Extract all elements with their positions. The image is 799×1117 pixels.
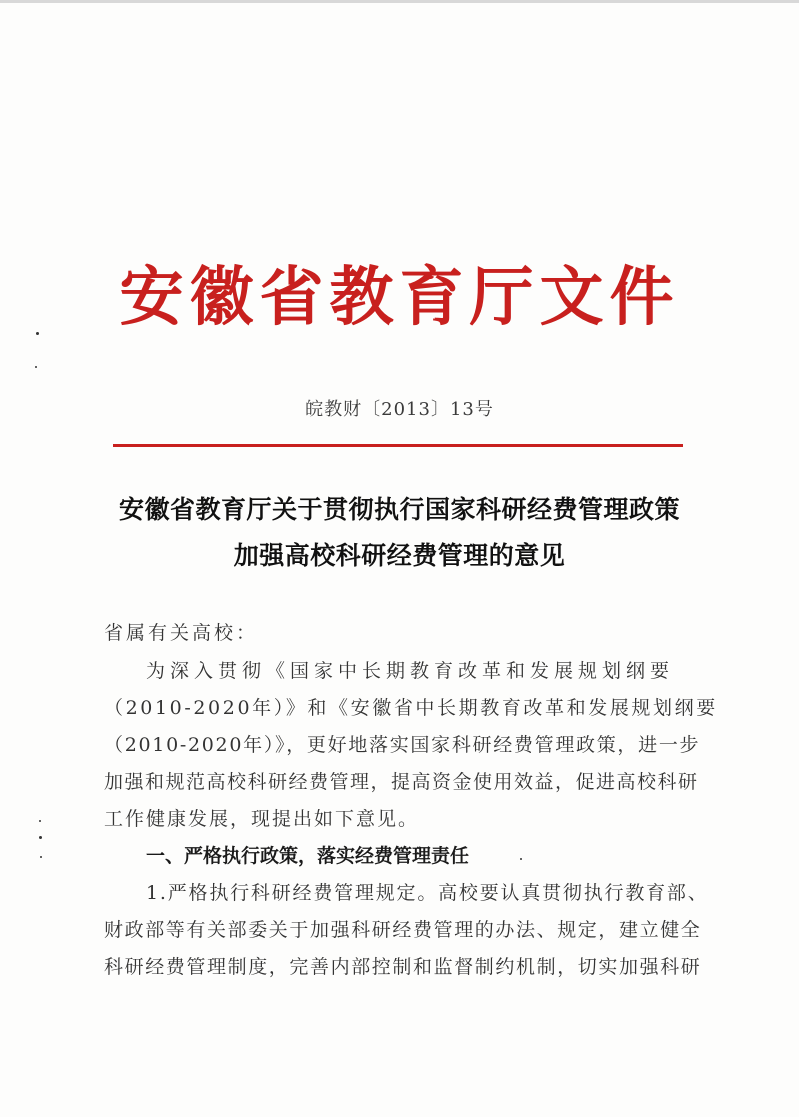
section-1-heading: 一、严格执行政策，落实经费管理责任: [146, 845, 470, 867]
paragraph-1-line: 工作健康发展，现提出如下意见。: [104, 808, 420, 830]
scan-speck: [40, 856, 42, 858]
paragraph-2-line: 科研经费管理制度，完善内部控制和监督制约机制，切实加强科研: [104, 956, 702, 978]
paragraph-1-line: （2010-2020年）》和《安徽省中长期教育改革和发展规划纲要: [104, 697, 718, 719]
paragraph-1-line: 为深入贯彻《国家中长期教育改革和发展规划纲要: [146, 660, 675, 682]
page-top-edge: [0, 0, 799, 3]
salutation: 省属有关高校：: [104, 622, 259, 644]
red-separator-rule: [113, 444, 683, 447]
scan-speck: [39, 836, 42, 839]
scan-speck: [520, 858, 522, 860]
paragraph-1-line: （2010-2020年）》，更好地落实国家科研经费管理政策，进一步: [104, 734, 701, 756]
issuer-header-title: 安徽省教育厅文件: [119, 261, 680, 335]
scan-speck: [39, 820, 41, 822]
paragraph-2-line: 财政部等有关部委关于加强科研经费管理的办法、规定，建立健全: [104, 919, 702, 941]
document-number: 皖教财〔2013〕13号: [305, 399, 494, 420]
paragraph-2-line: 1.严格执行科研经费管理规定。高校要认真贯彻执行教育部、: [146, 882, 709, 904]
scan-speck: [35, 366, 37, 368]
paragraph-1-line: 加强和规范高校科研经费管理，提高资金使用效益，促进高校科研: [104, 771, 699, 793]
document-title-line-2: 加强高校科研经费管理的意见: [233, 541, 566, 570]
document-title-line-1: 安徽省教育厅关于贯彻执行国家科研经费管理政策: [118, 495, 680, 524]
